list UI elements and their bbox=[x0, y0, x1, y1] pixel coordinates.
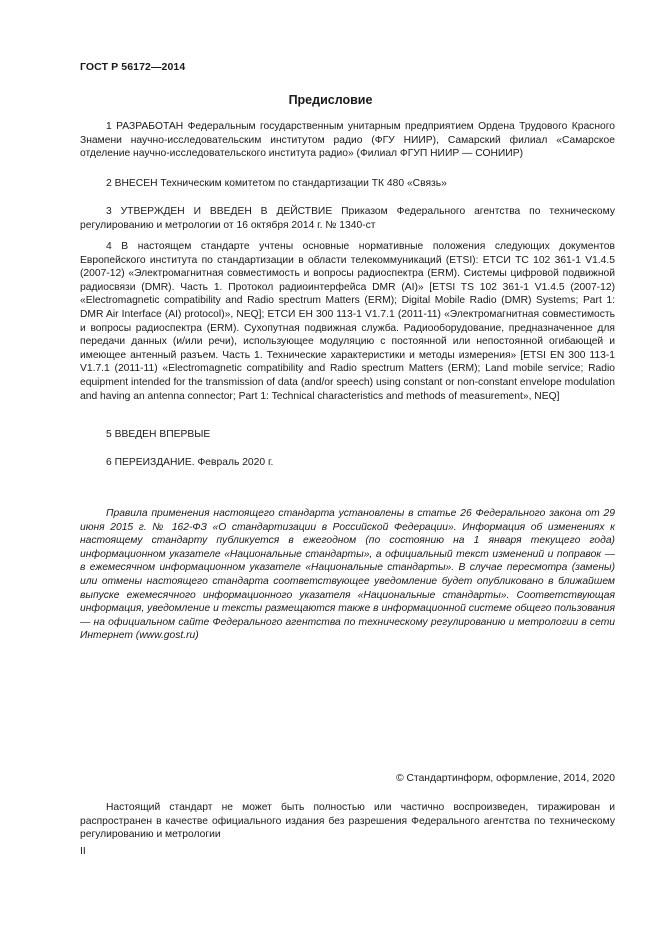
preface-item-5 bbox=[80, 428, 615, 442]
preface-item-4-text: 4 В настоящем стандарте учтены основные нормативные положения следующих документов Европейского института по стандартизации в области телекоммуникаций (ETSI): ЕТСИ ТС 102 361-1 V1.4.5 (2007-12) «Электромагнитная совместимость и вопросы радиоспектра (ERM). Системы цифровой подвижной радиосвязи (DMR). Часть 1. Протокол радиоинтерфейса DMR (AI)» [ETSI TS 102 361-1 V1.4.5 (2007-12) «Electromagnetic compatibility and Radio spectrum Matters (ERM); Digital Mobile Radio (DMR) Systems; Part 1: DMR Air Interface (AI) protocol)», NEQ]; ЕТСИ ЕН 300 113-1 V1.7.1 (2011-11) «Электромагнитная совместимость и вопросы радиоспектра (ERM). Сухопутная подвижная служба. Радиооборудование, предназначенное для передачи данных (и/или речи), использующее модуляцию с постоянной или непостоянной огибающей и имеющее антенный разъем. Часть 1. Технические характеристики и методы измерения» [ETSI EN 300 113-1 V1.7.1 (2011-11) «Electromagnetic compatibility and Radio spectrum Matters (ERM); Land mobile service; Radio equipment intended for the transmission of data (and/or speech) using constant or non-constant envelope modulation and having an antenna connector; Part 1: Technical characteristics and methods of measurement», NEQ] bbox=[80, 241, 615, 402]
preface-item-3 bbox=[80, 205, 615, 232]
preface-item-6-text: 6 ПЕРЕИЗДАНИЕ. Февраль 2020 г. bbox=[106, 457, 274, 468]
copyright-line: © Стандартинформ, оформление, 2014, 2020 bbox=[396, 773, 615, 784]
application-rules-text: Правила применения настоящего стандарта установлены в статье 26 Федерального закона от 29 июня 2015 г. № 162-ФЗ «О стандартизации в Российской Федерации». Информация об изменениях к настоящему стандарту публикуется в ежегодном (по состоянию на 1 января текущего года) информационном указателе «Национальные стандарты», а официальный текст изменений и поправок — в ежемесячном информационном указателе «Национальные стандарты». В случае пересмотра (замены) или отмены настоящего стандарта соответствующее уведомление будет опубликовано в ближайшем выпуске ежемесячного информационного указателя «Национальные стандарты». Соответствующая информация, уведомление и тексты размещаются также в информационной системе общего пользования — на официальном сайте Федерального агентства по техническому регулированию и метрологии в сети Интернет (www.gost.ru) bbox=[80, 508, 615, 642]
page-number: II bbox=[80, 846, 86, 857]
reproduction-notice: Настоящий стандарт не может быть полностью или частично воспроизведен, тиражирован и распространен в качестве официального издания без разрешения Федерального агентства по техническому регулированию и метрологии bbox=[80, 802, 615, 841]
preface-title: Предисловие bbox=[288, 93, 373, 107]
preface-item-4 bbox=[80, 240, 615, 403]
preface-item-2-text: 2 ВНЕСЕН Техническим комитетом по стандартизации ТК 480 «Связь» bbox=[106, 178, 447, 189]
preface-item-2 bbox=[80, 177, 615, 191]
preface-item-6 bbox=[80, 456, 615, 470]
standard-code: ГОСТ Р 56172—2014 bbox=[80, 61, 186, 73]
preface-item-3-text: 3 УТВЕРЖДЕН И ВВЕДЕН В ДЕЙСТВИЕ Приказом Федерального агентства по техническому регулированию и метрологии от 16 октября 2014 г. № 1340-ст bbox=[80, 206, 615, 231]
preface-item-1 bbox=[80, 120, 615, 161]
preface-item-1-text: 1 РАЗРАБОТАН Федеральным государственным унитарным предприятием Ордена Трудового Красного Знамени научно-исследовательским институтом радио (ФГУ НИИР), Самарский филиал «Самарское отделение научно-исследовательского института радио» (Филиал ФГУП НИИР — СОНИИР) bbox=[80, 121, 615, 160]
preface-item-5-text: 5 ВВЕДЕН ВПЕРВЫЕ bbox=[106, 429, 211, 440]
